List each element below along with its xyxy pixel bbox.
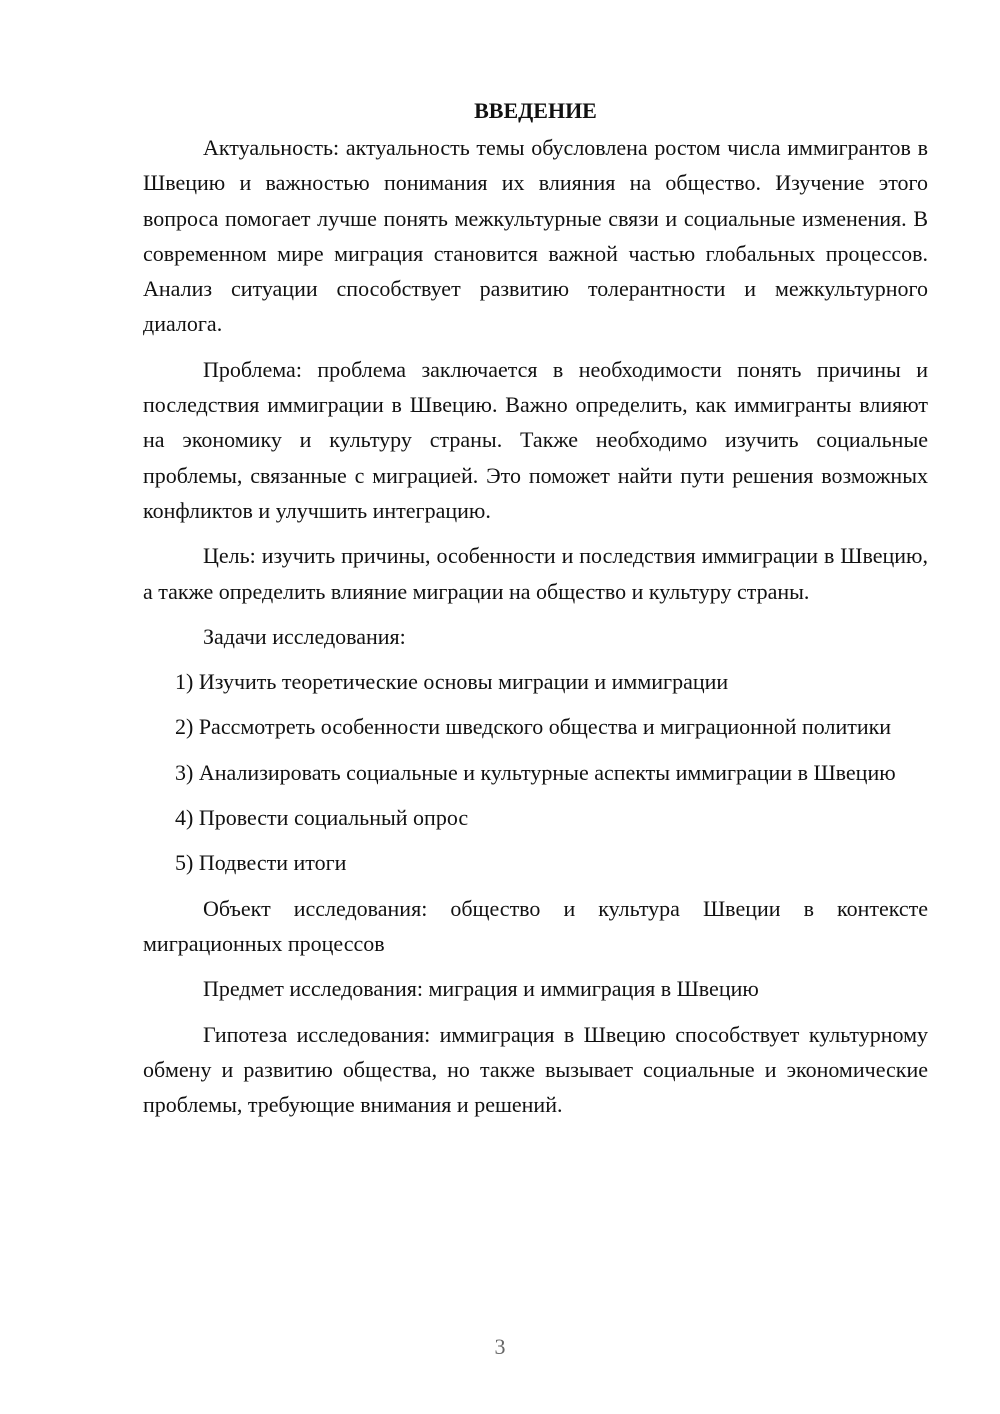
- task-item: 4) Провести социальный опрос: [175, 805, 469, 831]
- object-paragraph: Объект исследования: общество и культура Швеции в контексте миграционных процессов: [143, 895, 928, 956]
- task-item: 2) Рассмотреть особенности шведского общества и миграционной политики: [175, 714, 892, 740]
- page-number: 3: [494, 1334, 506, 1359]
- task-item: 3) Анализировать социальные и культурные аспекты иммиграции в Швецию: [175, 759, 896, 785]
- relevance-paragraph: Актуальность: актуальность темы обусловлена ростом числа иммигрантов в Швецию и важностью понимания их влияния на общество. Изучение этого вопроса помогает лучше понять межкультурные связи и социальные изменения. В современном мире миграция становится важной частью глобальных процессов. Анализ ситуации способствует развитию толерантности и межкультурного диалога.: [143, 135, 928, 337]
- goal-paragraph: Цель: изучить причины, особенности и последствия иммиграции в Швецию, а также определить влияние миграции на общество и культуру страны.: [143, 543, 928, 604]
- subject-paragraph: Предмет исследования: миграция и иммиграция в Швецию: [203, 976, 759, 1002]
- task-item: 1) Изучить теоретические основы миграции и иммиграции: [175, 669, 729, 695]
- document-page: [143, 96, 928, 1132]
- hypothesis-paragraph: Гипотеза исследования: иммиграция в Швецию способствует культурному обмену и развитию общества, но также вызывает социальные и экономические проблемы, требующие внимания и решений.: [143, 1021, 928, 1118]
- tasks-heading: Задачи исследования:: [203, 623, 406, 649]
- section-title: ВВЕДЕНИЕ: [474, 98, 597, 123]
- problem-paragraph: Проблема: проблема заключается в необходимости понять причины и последствия иммиграции в Швецию. Важно определить, как иммигранты влияют на экономику и культуру страны. Также необходимо изучить социальные проблемы, связанные с миграцией. Это поможет найти пути решения возможных конфликтов и улучшить интеграцию.: [143, 356, 928, 523]
- task-item: 5) Подвести итоги: [175, 850, 347, 876]
